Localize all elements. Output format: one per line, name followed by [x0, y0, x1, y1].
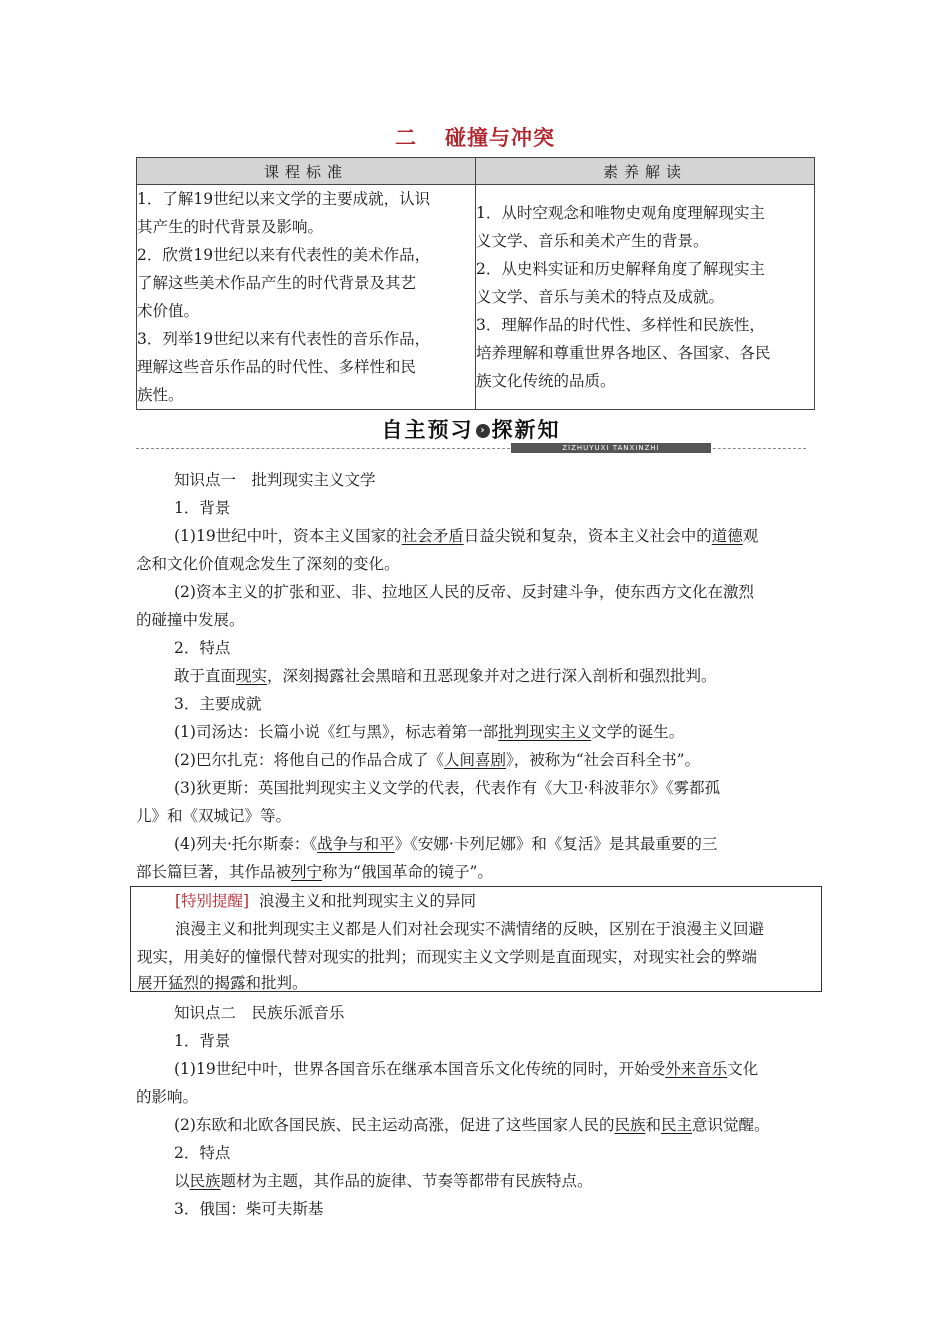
interpretation-line: 义文学、音乐与美术的特点及成就。 [476, 288, 725, 306]
banner-title-right: 探新知 [491, 418, 561, 442]
reminder-line: 现实，用美好的憧憬代替对现实的批判；而现实主义文学则是直面现实，对现实社会的弊端 [137, 948, 758, 966]
underlined-term: 社会矛盾 [401, 527, 464, 545]
paragraph-line: (2)东欧和北欧各国民族、民主运动高涨，促进了这些国家人民的民族和民主意识觉醒。 [174, 1116, 770, 1134]
underlined-term: 民族 [189, 1172, 221, 1190]
curriculum-table [136, 157, 815, 410]
paragraph-line: (2)巴尔扎克：将他自己的作品合成了《人间喜剧》，被称为“社会百科全书”。 [174, 751, 701, 769]
standard-line: 了解这些美术作品产生的时代背景及其艺 [137, 274, 417, 292]
standard-line: 3．列举19世纪以来有代表性的音乐作品， [137, 330, 431, 348]
reminder-label: [特别提醒] [175, 892, 250, 910]
header-literacy-interpretation: 素养解读 [476, 158, 815, 185]
paragraph-line: 念和文化价值观念发生了深刻的变化。 [136, 555, 400, 573]
paragraph-line: 部长篇巨著，其作品被列宁称为“俄国革命的镜子”。 [136, 863, 493, 881]
subheading: 2．特点 [174, 639, 231, 657]
section-number: 二 [395, 126, 417, 150]
underlined-term: 民族 [614, 1116, 646, 1134]
underlined-term: 现实 [236, 667, 268, 685]
standard-line: 理解这些音乐作品的时代性、多样性和民 [137, 358, 417, 376]
subheading: 3．主要成就 [174, 695, 262, 713]
knowledge-heading: 知识点一 批判现实主义文学 [174, 471, 376, 489]
paragraph-line: (2)资本主义的扩张和亚、非、拉地区人民的反帝、反封建斗争，使东西方文化在激烈 [174, 583, 754, 601]
header-curriculum-standard: 课程标准 [137, 158, 476, 185]
reminder-title: 浪漫主义和批判现实主义的异同 [258, 892, 476, 910]
standard-line: 1．了解19世纪以来文学的主要成就，认识 [137, 190, 431, 208]
underlined-term: 批判现实主义 [498, 723, 592, 741]
standards-cell [137, 185, 476, 410]
paragraph-line: 的影响。 [136, 1088, 199, 1106]
section-banner [136, 410, 806, 454]
section-title: 碰撞与冲突 [445, 126, 555, 150]
standard-line: 族性。 [137, 386, 184, 404]
paragraph-line: 以民族题材为主题，其作品的旋律、节奏等都带有民族特点。 [174, 1172, 593, 1190]
standard-line: 术价值。 [137, 302, 200, 320]
knowledge-heading: 知识点二 民族乐派音乐 [174, 1004, 345, 1022]
reminder-line: 展开猛烈的揭露和批判。 [137, 974, 308, 992]
underlined-term: 道德 [711, 527, 743, 545]
banner-title-left: 自主预习 [381, 418, 474, 442]
interpretation-line: 1．从时空观念和唯物史观角度理解现实主 [476, 204, 765, 222]
banner-pinyin: ZIZHUYUXI TANXINZHI [511, 443, 711, 453]
paragraph-line: 儿》和《双城记》等。 [136, 807, 292, 825]
paragraph-line: (3)狄更斯：英国批判现实主义文学的代表，代表作有《大卫·科波菲尔》《雾都孤 [174, 779, 721, 797]
interpretation-line: 培养理解和尊重世界各地区、各国家、各民 [476, 344, 771, 362]
reminder-line: 浪漫主义和批判现实主义都是人们对社会现实不满情绪的反映，区别在于浪漫主义回避 [175, 920, 765, 938]
interpretation-line: 义文学、音乐和美术产生的背景。 [476, 232, 709, 250]
page-title [0, 122, 950, 152]
paragraph-line: (1)19世纪中叶，资本主义国家的社会矛盾日益尖锐和复杂，资本主义社会中的道德观 [174, 527, 759, 545]
underlined-term: 列宁 [291, 863, 323, 881]
paragraph-line: (1)司汤达：长篇小说《红与黑》，标志着第一部批判现实主义文学的诞生。 [174, 723, 685, 741]
paragraph-line: 的碰撞中发展。 [136, 611, 245, 629]
interpretation-line: 2．从史料实证和历史解释角度了解现实主 [476, 260, 765, 278]
interpretation-line: 族文化传统的品质。 [476, 372, 616, 390]
subheading: 1．背景 [174, 1032, 231, 1050]
standard-line: 2．欣赏19世纪以来有代表性的美术作品， [137, 246, 431, 264]
subheading: 3．俄国：柴可夫斯基 [174, 1200, 324, 1218]
reminder-title-line [175, 889, 476, 911]
underlined-term: 战争与和平 [317, 835, 395, 853]
interpretation-line: 3．理解作品的时代性、多样性和民族性， [476, 316, 765, 334]
underlined-term: 民主 [661, 1116, 693, 1134]
chevron-right-icon: › [476, 424, 490, 438]
paragraph-line: 敢于直面现实，深刻揭露社会黑暗和丑恶现象并对之进行深入剖析和强烈批判。 [174, 667, 717, 685]
paragraph-line: (4)列夫·托尔斯泰：《战争与和平》《安娜·卡列尼娜》和《复活》是其最重要的三 [174, 835, 718, 853]
subheading: 2．特点 [174, 1144, 231, 1162]
special-reminder-box [130, 886, 822, 992]
standard-line: 其产生的时代背景及影响。 [137, 218, 324, 236]
subheading: 1．背景 [174, 499, 231, 517]
underlined-term: 人间喜剧 [443, 751, 506, 769]
underlined-term: 外来音乐 [665, 1060, 728, 1078]
interpretation-cell [476, 185, 815, 410]
paragraph-line: (1)19世纪中叶，世界各国音乐在继承本国音乐文化传统的同时，开始受外来音乐文化 [174, 1060, 759, 1078]
